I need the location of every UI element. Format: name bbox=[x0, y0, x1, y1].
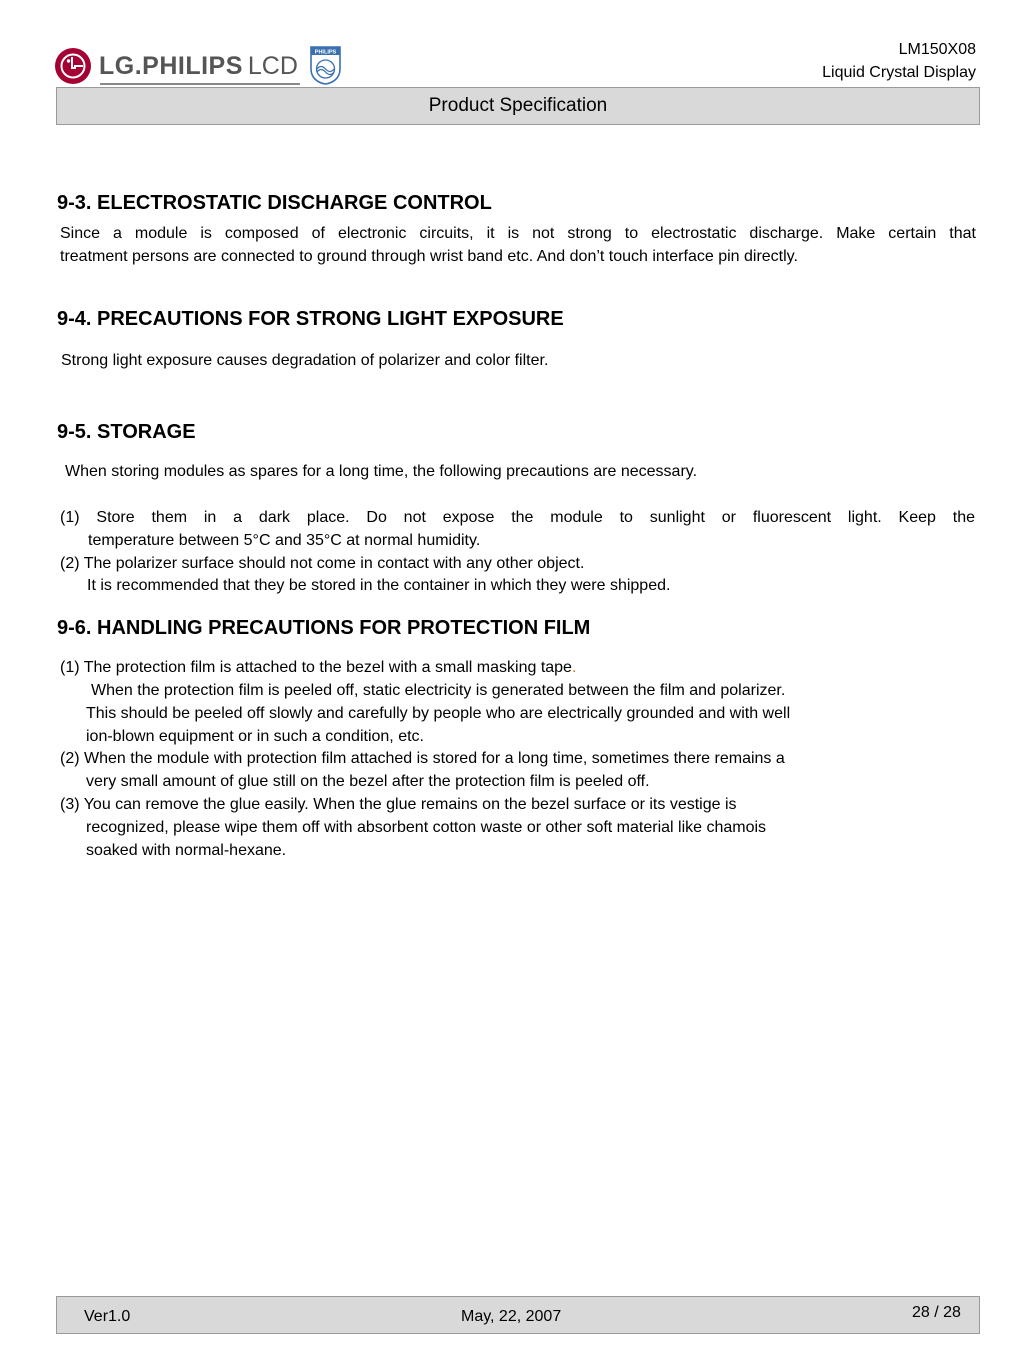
section-title-light-exposure: 9-4. PRECAUTIONS FOR STRONG LIGHT EXPOSURE bbox=[57, 308, 564, 330]
footer-page-number: 28 / 28 bbox=[912, 1304, 961, 1321]
film-item-1-line-4: ion-blown equipment or in such a condition, etc. bbox=[86, 728, 424, 745]
film-item-2-line-2: very small amount of glue still on the bezel after the protection film is peeled off. bbox=[86, 773, 650, 790]
brand-lgphilips: LG.PHILIPS bbox=[99, 51, 243, 80]
esd-text-line-2: treatment persons are connected to ground through wrist band etc. And don’t touch interface pin directly. bbox=[60, 248, 798, 265]
film-item-1-line-2: When the protection film is peeled off, static electricity is generated between the film and polarizer. bbox=[91, 682, 786, 699]
company-logo bbox=[55, 44, 298, 88]
storage-item-1-line-1: (1) Store them in a dark place. Do not expose the module to sunlight or fluorescent light. Keep the bbox=[60, 509, 975, 526]
brand-underline bbox=[100, 83, 300, 85]
film-item-3-line-1: (3) You can remove the glue easily. When the glue remains on the bezel surface or its vestige is bbox=[60, 796, 737, 813]
document-type: Liquid Crystal Display bbox=[822, 64, 976, 81]
document-model: LM150X08 bbox=[898, 41, 976, 58]
section-title-protection-film: 9-6. HANDLING PRECAUTIONS FOR PROTECTION FILM bbox=[57, 617, 591, 639]
storage-item-2-line-1: (2) The polarizer surface should not come in contact with any other object. bbox=[60, 555, 585, 572]
lg-face-logo-icon bbox=[55, 48, 91, 84]
film-item-2-line-1: (2) When the module with protection film attached is stored for a long time, sometimes there remains a bbox=[60, 750, 785, 767]
brand-name bbox=[99, 52, 298, 81]
brand-lcd: LCD bbox=[247, 51, 298, 80]
section-title-storage: 9-5. STORAGE bbox=[57, 421, 196, 443]
philips-shield-logo-icon bbox=[309, 45, 342, 85]
spec-banner-title: Product Specification bbox=[428, 95, 608, 116]
storage-item-1-line-2: temperature between 5°C and 35°C at normal humidity. bbox=[88, 532, 481, 549]
spec-banner bbox=[56, 87, 980, 125]
film-item-1-period: . bbox=[571, 659, 577, 676]
film-item-3-line-2: recognized, please wipe them off with absorbent cotton waste or other soft material like chamois bbox=[86, 819, 767, 836]
film-item-1-line-1 bbox=[60, 656, 576, 679]
storage-item-2-line-2: It is recommended that they be stored in the container in which they were shipped. bbox=[87, 577, 671, 594]
esd-text-line-1: Since a module is composed of electronic circuits, it is not strong to electrostatic discharge. Make certain that bbox=[60, 225, 976, 242]
section-title-esd: 9-3. ELECTROSTATIC DISCHARGE CONTROL bbox=[57, 192, 492, 214]
footer-date: May, 22, 2007 bbox=[461, 1308, 562, 1325]
film-item-1-line-3: This should be peeled off slowly and carefully by people who are electrically grounded and with well bbox=[86, 705, 791, 722]
film-item-1-line-1-text: (1) The protection film is attached to the bezel with a small masking tape bbox=[60, 659, 572, 676]
storage-intro: When storing modules as spares for a long time, the following precautions are necessary. bbox=[65, 463, 698, 480]
footer-version: Ver1.0 bbox=[84, 1308, 131, 1325]
film-item-3-line-3: soaked with normal-hexane. bbox=[86, 842, 287, 859]
light-exposure-text: Strong light exposure causes degradation of polarizer and color filter. bbox=[61, 352, 549, 369]
philips-badge-text: PHILIPS bbox=[314, 49, 337, 56]
